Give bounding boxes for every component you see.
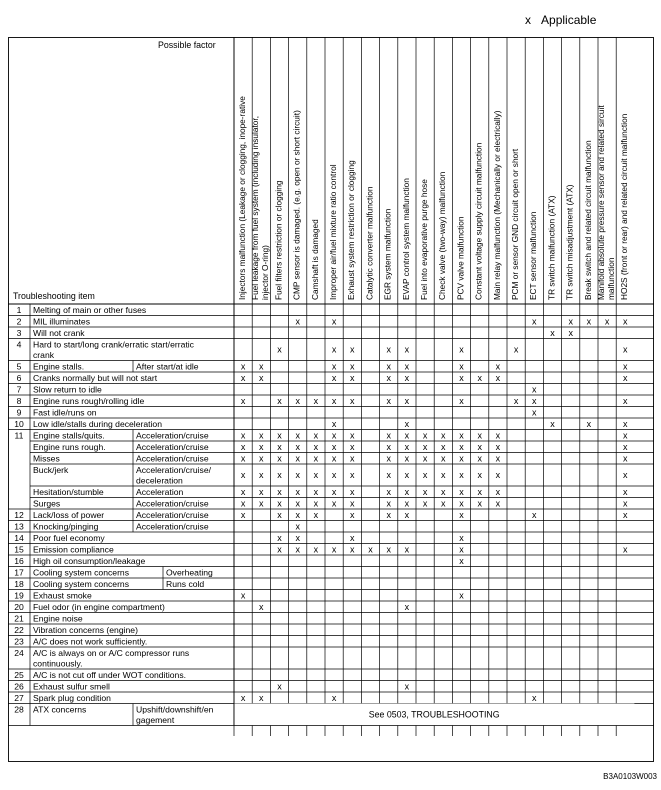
applicable-mark: x xyxy=(350,372,355,383)
applicable-mark: x xyxy=(259,430,264,441)
applicable-mark: x xyxy=(422,453,428,464)
applicable-mark: x xyxy=(313,544,319,555)
applicable-mark: x xyxy=(532,395,537,406)
factor-column-header: malfunction xyxy=(606,257,616,300)
row-number: 5 xyxy=(16,361,22,372)
figure-reference-code: B3A0103W003 xyxy=(603,772,657,781)
applicable-mark: x xyxy=(313,470,319,480)
applicable-mark: x xyxy=(495,441,501,452)
applicable-mark: x xyxy=(568,327,573,338)
applicable-mark: x xyxy=(295,544,300,555)
applicable-mark: x xyxy=(277,486,282,497)
applicable-mark: x xyxy=(295,316,300,327)
applicable-mark: x xyxy=(623,344,628,355)
factor-column-header: EVAP control system malfunction xyxy=(400,178,411,300)
applicable-mark: x xyxy=(350,532,355,543)
applicable-mark: x xyxy=(404,544,410,555)
applicable-mark: x xyxy=(259,453,264,464)
sub-condition-text: gagement xyxy=(136,715,175,725)
trouble-item-text: Spark plug condition xyxy=(33,693,111,703)
factor-column-header: TR switch malfunction (ATX) xyxy=(546,195,557,300)
trouble-item-text: ATX concerns xyxy=(33,704,87,715)
trouble-item-text: crank xyxy=(33,350,55,360)
factor-column-header: HO2S (front or rear) and related circuit malfunction xyxy=(619,113,630,300)
trouble-item-text: Engine stalls. xyxy=(33,361,85,372)
applicable-mark: x xyxy=(313,395,319,406)
row-number: 13 xyxy=(14,521,24,532)
applicable-mark: x xyxy=(623,441,628,452)
applicable-mark: x xyxy=(623,486,628,497)
row-number: 10 xyxy=(14,419,24,429)
applicable-mark: x xyxy=(240,509,246,520)
trouble-item-text: Emission compliance xyxy=(33,544,114,555)
sub-condition-text: Acceleration/cruise xyxy=(136,510,209,520)
applicable-mark: x xyxy=(331,316,337,327)
applicable-mark: x xyxy=(477,498,482,509)
applicable-mark: x xyxy=(240,590,246,601)
trouble-item-text: Misses xyxy=(33,453,60,464)
applicable-mark: x xyxy=(295,441,300,452)
possible-factor-label: Possible factor xyxy=(158,40,216,50)
trouble-item-text: Engine stalls/quits. xyxy=(33,430,105,441)
applicable-mark: x xyxy=(331,453,337,464)
factor-column-header: EGR system malfunction xyxy=(382,208,393,300)
applicable-mark: x xyxy=(350,453,355,464)
applicable-mark: x xyxy=(623,430,628,441)
applicable-mark: x xyxy=(331,470,337,480)
applicable-mark: x xyxy=(404,441,410,452)
applicable-mark: x xyxy=(331,498,337,509)
legend-label: Applicable xyxy=(541,13,597,27)
trouble-item-text: Buck/jerk xyxy=(33,465,69,475)
row-number: 27 xyxy=(14,693,24,703)
applicable-mark: x xyxy=(422,441,428,452)
applicable-mark: x xyxy=(459,441,464,452)
trouble-item-text: A/C is not cut off under WOT conditions. xyxy=(33,670,187,680)
applicable-mark: x xyxy=(386,430,391,441)
row-number: 12 xyxy=(14,510,24,520)
applicable-mark: x xyxy=(331,395,337,406)
row-number: 24 xyxy=(14,648,24,658)
applicable-mark: x xyxy=(477,470,482,480)
applicable-mark: x xyxy=(586,316,592,327)
applicable-mark: x xyxy=(240,395,246,406)
applicable-mark: x xyxy=(313,498,319,509)
row-number: 22 xyxy=(14,625,24,635)
trouble-item-text: Fast idle/runs on xyxy=(33,407,97,418)
factor-column-header: Fuel into evaporative purge hose xyxy=(419,179,429,300)
applicable-mark: x xyxy=(495,361,501,372)
applicable-mark: x xyxy=(386,544,391,555)
applicable-mark: x xyxy=(459,344,464,355)
applicable-mark: x xyxy=(623,544,628,555)
applicable-mark: x xyxy=(459,498,464,509)
applicable-mark: x xyxy=(404,470,410,480)
factor-column-header: Camshaft is damaged xyxy=(309,219,320,300)
factor-column-header: Main relay malfunction (Mechanically or electrically) xyxy=(491,110,502,300)
row-number: 18 xyxy=(14,579,24,589)
applicable-mark: x xyxy=(532,509,537,520)
applicable-mark: x xyxy=(404,361,410,372)
applicable-mark: x xyxy=(295,486,300,497)
applicable-mark: x xyxy=(459,430,464,441)
sub-condition-text: After start/at idle xyxy=(136,361,199,372)
applicable-mark: x xyxy=(386,395,391,406)
applicable-mark: x xyxy=(495,498,501,509)
applicable-mark: x xyxy=(495,486,501,497)
row-number: 15 xyxy=(14,544,24,555)
matrix-grid xyxy=(8,37,654,762)
applicable-mark: x xyxy=(259,441,264,452)
applicable-mark: x xyxy=(477,486,482,497)
trouble-item-text: Vibration concerns (engine) xyxy=(33,625,138,635)
applicable-mark: x xyxy=(386,453,391,464)
applicable-mark: x xyxy=(331,361,337,372)
applicable-mark: x xyxy=(259,372,264,383)
row-number: 9 xyxy=(16,407,22,418)
applicable-mark: x xyxy=(623,361,628,372)
applicable-mark: x xyxy=(331,441,337,452)
applicable-mark: x xyxy=(532,407,537,418)
trouble-item-text: Low idle/stalls during deceleration xyxy=(33,419,162,429)
factor-column-header: Break switch and related circuit malfunction xyxy=(582,140,593,300)
trouble-item-text: Cranks normally but will not start xyxy=(33,373,158,383)
row-number: 6 xyxy=(16,373,22,383)
applicable-mark: x xyxy=(277,395,282,406)
applicable-mark: x xyxy=(313,453,319,464)
applicable-mark: x xyxy=(277,681,282,692)
trouble-item-text: Exhaust smoke xyxy=(33,590,92,601)
applicable-mark: x xyxy=(331,372,337,383)
applicable-mark: x xyxy=(404,498,410,509)
applicable-mark: x xyxy=(259,498,264,509)
applicable-mark: x xyxy=(623,509,628,520)
row-number: 20 xyxy=(14,602,24,612)
applicable-mark: x xyxy=(240,453,246,464)
applicable-mark: x xyxy=(295,430,300,441)
trouble-item-text: A/C is always on or A/C compressor runs xyxy=(33,648,190,658)
applicable-mark: x xyxy=(459,532,464,543)
applicable-mark: x xyxy=(459,486,464,497)
trouble-item-text: Will not crank xyxy=(33,328,85,338)
factor-column-header: Improper air/fuel mixture ratio control xyxy=(328,164,338,300)
sub-condition-text: Upshift/downshift/en xyxy=(136,704,214,715)
applicable-mark: x xyxy=(350,509,355,520)
applicable-mark: x xyxy=(586,418,592,429)
sub-condition-text: Acceleration/cruise/ xyxy=(136,465,211,475)
applicable-mark: x xyxy=(386,470,391,480)
applicable-mark: x xyxy=(459,372,464,383)
applicable-mark: x xyxy=(350,361,355,372)
applicable-mark: x xyxy=(331,692,337,703)
applicable-mark: x xyxy=(386,498,391,509)
applicable-mark: x xyxy=(495,470,501,480)
trouble-item-text: Knocking/pinging xyxy=(33,521,99,532)
applicable-mark: x xyxy=(259,692,264,703)
row-number: 26 xyxy=(14,681,24,692)
applicable-mark: x xyxy=(404,509,410,520)
applicable-mark: x xyxy=(331,418,337,429)
applicable-mark: x xyxy=(313,430,319,441)
applicable-mark: x xyxy=(313,509,319,520)
applicable-mark: x xyxy=(477,430,482,441)
sub-condition-text: Acceleration xyxy=(136,487,184,497)
factor-column-header: ECT sensor malfunction xyxy=(528,211,539,300)
factor-column-header: CMP sensor is damaged. (e.g. open or short circuit) xyxy=(291,110,302,300)
applicable-mark: x xyxy=(295,509,300,520)
applicable-mark: x xyxy=(404,430,410,441)
applicable-mark: x xyxy=(404,453,410,464)
applicable-mark: x xyxy=(441,430,446,441)
row-number: 17 xyxy=(14,567,24,578)
applicable-mark: x xyxy=(240,361,246,372)
applicable-mark: x xyxy=(350,498,355,509)
see-reference-note: See 0503, TROUBLESHOOTING xyxy=(368,709,500,720)
applicable-mark: x xyxy=(350,486,355,497)
trouble-item-text: A/C does not work sufficiently. xyxy=(33,636,148,647)
applicable-mark: x xyxy=(295,532,300,543)
trouble-item-text: Engine noise xyxy=(33,613,83,624)
applicable-mark: x xyxy=(240,486,246,497)
applicable-mark: x xyxy=(386,344,391,355)
applicable-mark: x xyxy=(422,430,428,441)
factor-column-header: Fuel filters restriction or clogging xyxy=(273,180,284,300)
applicable-mark: x xyxy=(259,470,264,480)
sub-condition-text: Acceleration/cruise xyxy=(136,442,209,452)
sub-condition-text: deceleration xyxy=(136,475,183,486)
applicable-mark: x xyxy=(477,441,482,452)
applicable-mark: x xyxy=(459,395,464,406)
applicable-mark: x xyxy=(623,316,628,327)
trouble-item-text: Slow return to idle xyxy=(33,384,102,395)
applicable-mark: x xyxy=(459,361,464,372)
trouble-item-text: Engine runs rough. xyxy=(33,442,106,452)
applicable-mark: x xyxy=(459,590,464,601)
applicable-mark: x xyxy=(295,453,300,464)
applicable-mark: x xyxy=(477,453,482,464)
row-number: 3 xyxy=(16,328,22,338)
row-number: 8 xyxy=(16,396,22,406)
trouble-item-text: Surges xyxy=(33,498,61,509)
applicable-mark: x xyxy=(331,344,337,355)
applicable-mark: x xyxy=(240,498,246,509)
trouble-item-text: Melting of main or other fuses xyxy=(33,305,147,315)
factor-column-header: TR switch misadjustment (ATX) xyxy=(564,184,575,300)
troubleshooting-item-label: Troubleshooting item xyxy=(13,291,95,301)
trouble-item-text: Poor fuel economy xyxy=(33,533,105,543)
row-number: 23 xyxy=(14,636,24,647)
applicable-mark: x xyxy=(495,453,501,464)
applicable-mark: x xyxy=(532,384,537,395)
applicable-mark: x xyxy=(422,470,428,480)
applicable-mark: x xyxy=(441,470,446,480)
applicable-mark: x xyxy=(513,395,519,406)
factor-column-header: Check valve (two-way) malfunction xyxy=(437,171,448,300)
trouble-item-text: Exhaust sulfur smell xyxy=(33,681,110,692)
applicable-mark: x xyxy=(404,486,410,497)
row-number: 28 xyxy=(14,704,24,715)
applicable-mark: x xyxy=(295,470,300,480)
applicable-mark: x xyxy=(623,453,628,464)
trouble-item-text: MIL illuminates xyxy=(33,316,90,327)
applicable-mark: x xyxy=(313,486,319,497)
legend-mark: x xyxy=(525,13,531,27)
row-number: 2 xyxy=(16,316,22,327)
applicable-mark: x xyxy=(350,470,355,480)
applicable-mark: x xyxy=(331,430,337,441)
sub-condition-text: Acceleration/cruise xyxy=(136,521,209,532)
applicable-mark: x xyxy=(441,441,446,452)
applicable-mark: x xyxy=(441,486,446,497)
applicable-mark: x xyxy=(259,486,264,497)
factor-column-header: PCV valve malfunction xyxy=(455,216,466,300)
row-number: 25 xyxy=(14,670,24,680)
applicable-mark: x xyxy=(568,316,573,327)
trouble-item-text: Lack/loss of power xyxy=(33,510,105,520)
applicable-mark: x xyxy=(441,453,446,464)
applicable-mark: x xyxy=(350,344,355,355)
trouble-item-text: continuously. xyxy=(33,658,83,669)
sub-condition-text: Runs cold xyxy=(166,579,205,589)
applicable-mark: x xyxy=(295,498,300,509)
row-number: 14 xyxy=(14,533,24,543)
applicable-mark: x xyxy=(240,470,246,480)
applicable-mark: x xyxy=(404,601,410,612)
applicable-mark: x xyxy=(623,498,628,509)
applicable-mark: x xyxy=(404,418,410,429)
row-number: 16 xyxy=(14,556,24,566)
factor-column-header: Manifold absolute pressure sensor and related sircuit xyxy=(596,105,606,300)
factor-column-header: Fuel leakage from fuel system (including insulator, xyxy=(250,115,261,300)
applicable-mark: x xyxy=(604,316,610,327)
row-number: 11 xyxy=(14,430,24,441)
applicable-mark: x xyxy=(277,430,282,441)
row-number: 7 xyxy=(16,384,22,395)
applicable-mark: x xyxy=(240,692,246,703)
applicable-mark: x xyxy=(386,441,391,452)
applicable-mark: x xyxy=(623,418,628,429)
applicable-mark: x xyxy=(277,509,282,520)
row-number: 21 xyxy=(14,613,24,624)
applicable-mark: x xyxy=(386,509,391,520)
sub-condition-text: Acceleration/cruise xyxy=(136,498,209,509)
factor-column-header: Exhaust system restriction or clogging xyxy=(346,160,357,300)
applicable-mark: x xyxy=(350,430,355,441)
applicable-mark: x xyxy=(277,498,282,509)
trouble-item-text: Fuel odor (in engine compartment) xyxy=(33,602,165,612)
factor-column-header: injector O-ring) xyxy=(260,245,271,300)
trouble-item-text: Hesitation/stumble xyxy=(33,487,104,497)
sub-condition-text: Acceleration/cruise xyxy=(136,430,209,441)
factor-column-header: PCM or sensor GND circuit open or short xyxy=(510,148,520,300)
trouble-item-text: High oil consumption/leakage xyxy=(33,556,146,566)
applicable-mark: x xyxy=(623,395,628,406)
trouble-item-text: Cooling system concerns xyxy=(33,567,130,578)
trouble-item-text: Engine runs rough/rolling idle xyxy=(33,396,145,406)
applicable-mark: x xyxy=(532,692,537,703)
applicable-mark: x xyxy=(240,372,246,383)
applicable-mark: x xyxy=(404,372,410,383)
sub-condition-text: Overheating xyxy=(166,567,213,578)
applicable-mark: x xyxy=(295,395,300,406)
trouble-item-text: Hard to start/long crank/erratic start/erratic xyxy=(33,339,194,350)
applicable-mark: x xyxy=(313,441,319,452)
applicable-mark: x xyxy=(550,327,555,338)
applicable-mark: x xyxy=(350,441,355,452)
applicable-mark: x xyxy=(277,344,282,355)
applicable-mark: x xyxy=(277,544,282,555)
applicable-mark: x xyxy=(459,453,464,464)
factor-column-header: Catalytic converter malfunction xyxy=(364,186,375,300)
applicable-mark: x xyxy=(495,430,501,441)
applicable-mark: x xyxy=(532,316,537,327)
applicable-mark: x xyxy=(422,486,428,497)
applicable-mark: x xyxy=(459,509,464,520)
applicable-mark: x xyxy=(623,372,628,383)
applicable-mark: x xyxy=(422,498,428,509)
troubleshooting-matrix xyxy=(8,37,654,767)
applicable-mark: x xyxy=(477,372,482,383)
applicable-mark: x xyxy=(240,441,246,452)
sub-condition-text: Acceleration/cruise xyxy=(136,453,209,464)
applicable-mark: x xyxy=(550,418,555,429)
row-number: 4 xyxy=(16,339,22,350)
applicable-mark: x xyxy=(277,453,282,464)
applicable-mark: x xyxy=(350,544,355,555)
applicable-mark: x xyxy=(513,344,519,355)
applicable-mark: x xyxy=(240,430,246,441)
applicable-mark: x xyxy=(441,498,446,509)
applicable-mark: x xyxy=(259,361,264,372)
row-number: 1 xyxy=(16,305,22,315)
applicable-mark: x xyxy=(495,372,501,383)
applicable-mark: x xyxy=(386,486,391,497)
legend xyxy=(525,13,596,27)
applicable-mark: x xyxy=(623,470,628,480)
applicable-mark: x xyxy=(277,470,282,480)
factor-column-header: Injectors malfunction (Leakage or clogging, inope-rative xyxy=(237,96,247,300)
applicable-mark: x xyxy=(459,470,464,480)
applicable-mark: x xyxy=(404,681,410,692)
applicable-mark: x xyxy=(277,532,282,543)
applicable-mark: x xyxy=(386,361,391,372)
applicable-mark: x xyxy=(295,521,300,532)
factor-column-header: Constant voltage supply circuit malfunction xyxy=(473,142,484,300)
trouble-item-text: Cooling system concerns xyxy=(33,579,130,589)
applicable-mark: x xyxy=(404,344,410,355)
applicable-mark: x xyxy=(404,395,410,406)
applicable-mark: x xyxy=(368,544,373,555)
applicable-mark: x xyxy=(386,372,391,383)
applicable-mark: x xyxy=(277,441,282,452)
applicable-mark: x xyxy=(259,601,264,612)
applicable-mark: x xyxy=(459,544,464,555)
applicable-mark: x xyxy=(331,544,337,555)
applicable-mark: x xyxy=(350,395,355,406)
applicable-mark: x xyxy=(459,555,464,566)
applicable-mark: x xyxy=(331,486,337,497)
row-number: 19 xyxy=(14,590,24,601)
